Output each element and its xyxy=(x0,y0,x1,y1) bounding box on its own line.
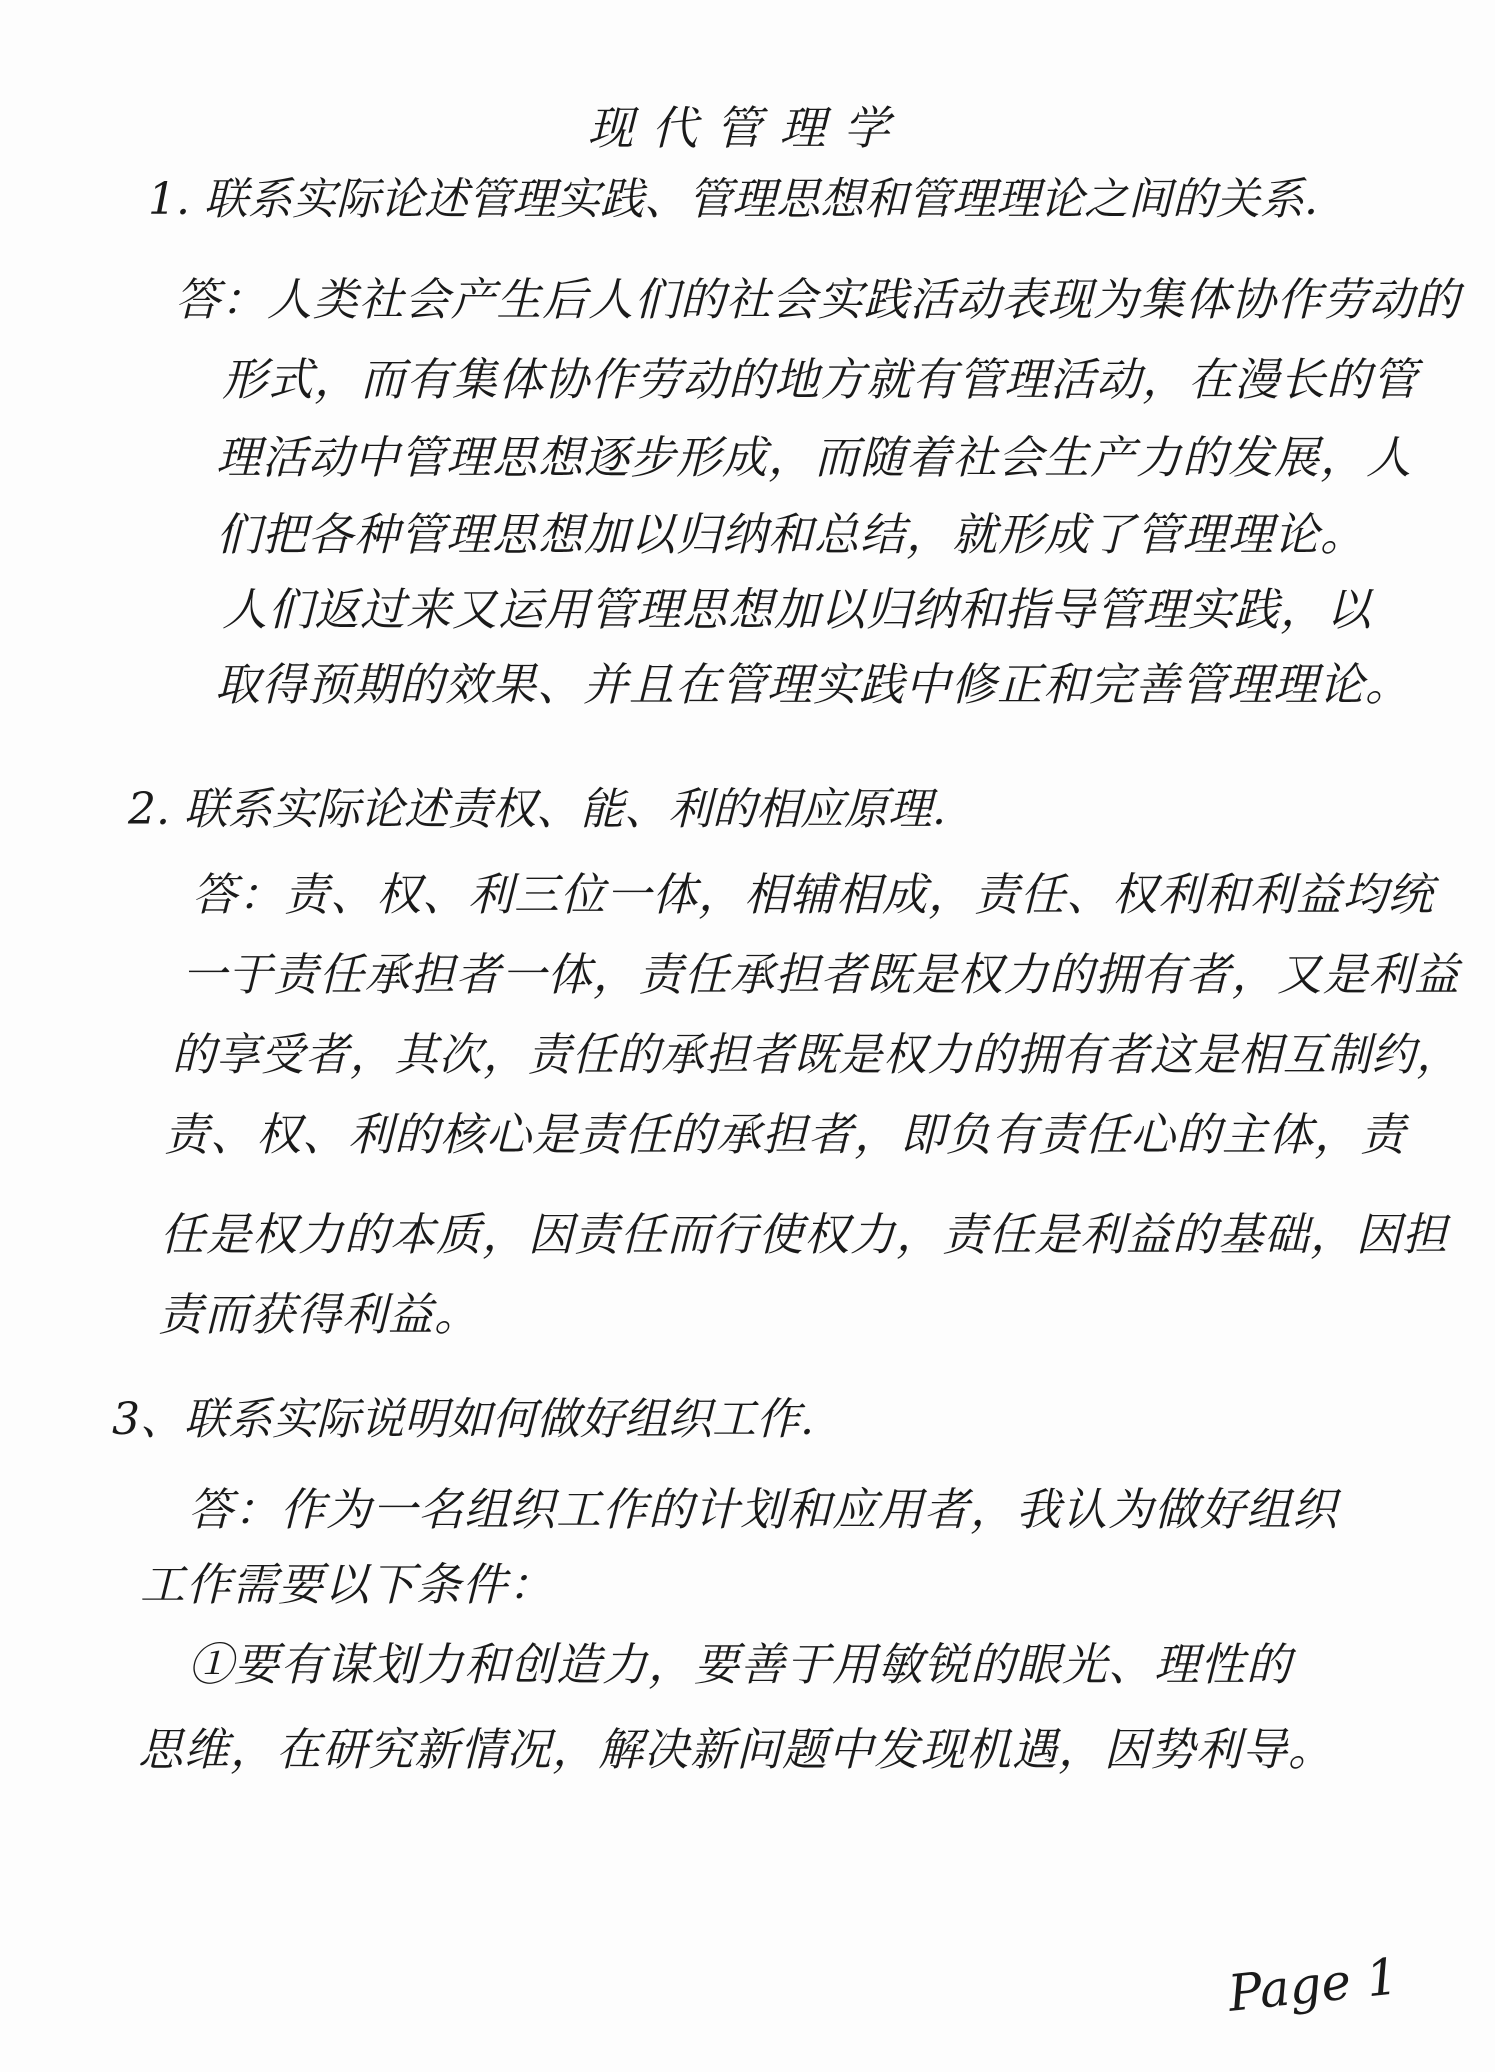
page-number: Page 1 xyxy=(1225,1947,1402,2023)
answer-2-line-1: 答：责、权、利三位一体，相辅相成，责任、权利和利益均统 xyxy=(192,868,1435,921)
answer-2-line-5: 任是权力的本质，因责任而行使权力，责任是利益的基础，因担 xyxy=(160,1208,1449,1261)
answer-1-line-5: 人们返过来又运用管理思想加以归纳和指导管理实践，以 xyxy=(222,583,1373,636)
answer-1-line-3: 理活动中管理思想逐步形成，而随着社会生产力的发展，人 xyxy=(216,431,1413,484)
answer-2-line-2: 一于责任承担者一体，责任承担者既是权力的拥有者，又是利益 xyxy=(182,948,1460,1001)
question-3: 3、联系实际说明如何做好组织工作. xyxy=(112,1394,814,1445)
answer-3-line-3: ①要有谋划力和创造力，要善于用敏锐的眼光、理性的 xyxy=(188,1638,1293,1691)
answer-1-line-1: 答：人类社会产生后人们的社会实践活动表现为集体协作劳动的 xyxy=(175,273,1461,326)
page-title: 现代管理学 xyxy=(587,101,908,155)
answer-3-line-2: 工作需要以下条件： xyxy=(140,1558,555,1611)
answer-3-line-1: 答：作为一名组织工作的计划和应用者，我认为做好组织 xyxy=(188,1483,1339,1536)
question-2: 2. 联系实际论述责权、能、利的相应原理. xyxy=(128,784,946,835)
answer-2-line-6: 责而获得利益。 xyxy=(158,1288,481,1341)
answer-2-line-4: 责、权、利的核心是责任的承担者，即负有责任心的主体，责 xyxy=(164,1108,1407,1161)
answer-3-line-4: 思维，在研究新情况，解决新问题中发现机遇，因势利导。 xyxy=(138,1723,1335,1776)
question-1: 1. 联系实际论述管理实践、管理思想和管理理论之间的关系. xyxy=(148,174,1318,225)
answer-1-line-4: 们把各种管理思想加以归纳和总结，就形成了管理理论。 xyxy=(216,508,1367,561)
answer-1-line-2: 形式，而有集体协作劳动的地方就有管理活动，在漫长的管 xyxy=(222,353,1419,406)
answer-2-line-3: 的享受者，其次，责任的承担者既是权力的拥有者这是相互制约， xyxy=(172,1028,1461,1081)
answer-1-line-6: 取得预期的效果、并且在管理实践中修正和完善管理理论。 xyxy=(215,658,1412,711)
